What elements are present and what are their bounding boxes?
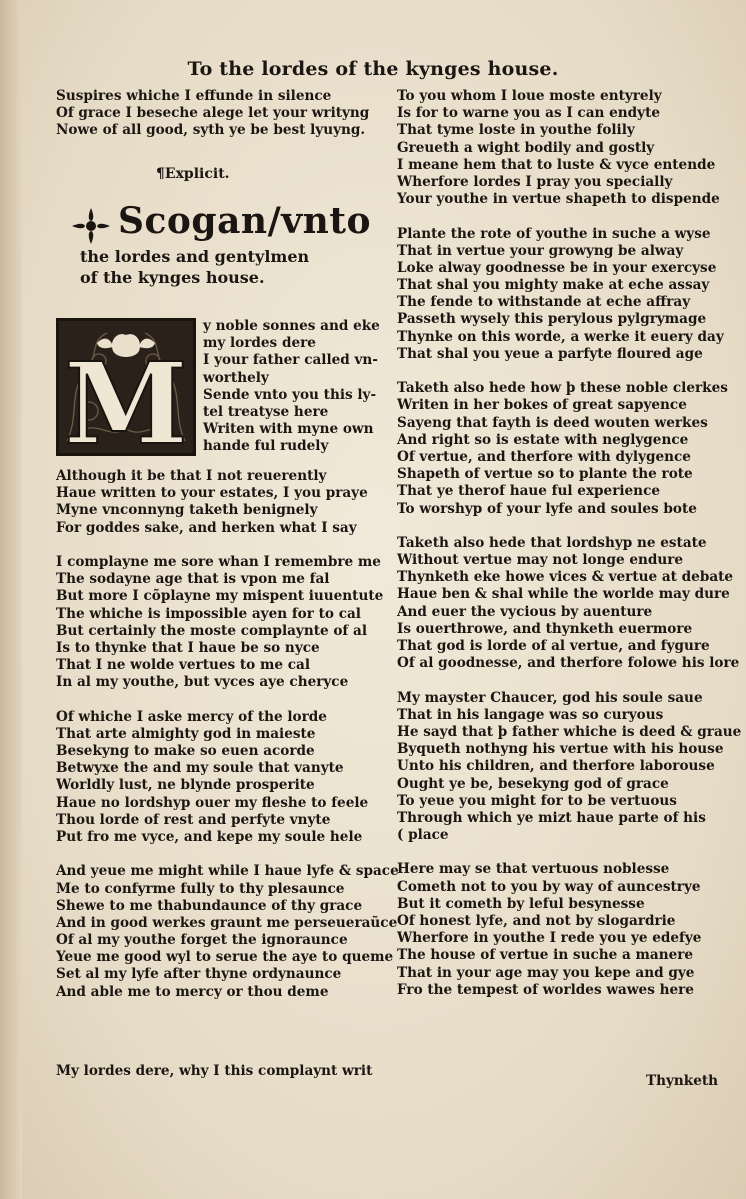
verse-line: tel treatyse here <box>203 403 329 420</box>
verse-line: In al my youthe, but vyces aye cheryce <box>56 674 349 691</box>
title-main: Scogan/vnto <box>118 200 371 242</box>
verse-line: y noble sonnes and eke <box>203 318 380 334</box>
verse-line: Of al my youthe forget the ignoraunce <box>56 932 348 949</box>
verse-line: To worshyp of your lyfe and soules bote <box>397 500 697 517</box>
verse-line: Writen in her bokes of great sapyence <box>397 397 687 414</box>
left-last-line: My lordes dere, why I this complaynt writ <box>56 1063 373 1079</box>
explicit-label: ¶Explicit. <box>156 166 230 182</box>
left-top-verse <box>56 88 369 140</box>
verse-line: Of honest lyfe, and not by slogardrie <box>397 913 676 929</box>
verse-line: Shapeth of vertue so to plante the rote <box>397 466 693 483</box>
verse-line: Wherfore lordes I pray you specially <box>397 173 673 190</box>
verse-line: Is for to warne you as I can endyte <box>397 105 661 122</box>
verse-line: But it cometh by leful besynesse <box>397 895 645 912</box>
verse-line: Of al goodnesse, and therfore folowe his lore <box>397 655 740 672</box>
verse-line: But more I cõplayne my mispent iuuentute <box>56 588 384 605</box>
verse-line: That I ne wolde vertues to me cal <box>56 657 310 674</box>
verse-line: That in your age may you kepe and gye <box>397 964 695 981</box>
verse-line: Put fro me vyce, and kepe my soule hele <box>56 828 363 845</box>
verse-line: Thynke on this worde, a werke it euery day <box>397 328 724 345</box>
stanza-gap <box>397 844 741 861</box>
verse-line: Wherfore in youthe I rede you ye edefye <box>397 930 702 947</box>
verse-line: And yeue me might while I haue lyfe & space <box>56 863 399 880</box>
catchword: Thynketh <box>646 1073 719 1089</box>
right-column-verse <box>397 88 741 999</box>
initial-ornament-icon <box>59 321 193 453</box>
fleuron-icon <box>70 206 112 246</box>
verse-line: Although it be that I not reuerently <box>56 468 327 484</box>
verse-line: Ought ye be, besekyng god of grace <box>397 775 669 792</box>
verse-line: And in good werkes graunt me perseueraũce <box>56 914 398 931</box>
verse-line: Of grace I beseche alege let your writyng <box>56 105 370 122</box>
verse-line: Writen with myne own <box>203 421 374 438</box>
verse-line: Betwyxe the and my soule that vanyte <box>56 760 344 777</box>
verse-line: worthely <box>203 369 269 386</box>
verse-line: That in his langage was so curyous <box>397 706 664 723</box>
verse-line: Loke alway goodnesse be in your exercyse <box>397 259 717 276</box>
verse-line: Plante the rote of youthe in suche a wyse <box>397 225 711 242</box>
verse-line: And euer the vycious by auenture <box>397 603 653 620</box>
verse-line: Unto his children, and therfore laborouse <box>397 758 715 775</box>
verse-line: Of vertue, and therfore with dylygence <box>397 448 691 465</box>
verse-line: The fende to withstande at eche affray <box>397 294 691 311</box>
initial-letter: M <box>64 339 188 453</box>
verse-line: Sende vnto you this ly- <box>203 386 377 403</box>
verse-line: Through which ye mizt haue parte of his <box>397 809 706 826</box>
stanza-gap <box>56 691 399 708</box>
verse-line: But certainly the moste complaynte of al <box>56 622 367 639</box>
verse-line: Shewe to me thabundaunce of thy grace <box>56 897 363 914</box>
verse-line: ( place <box>397 827 449 844</box>
verse-line: To you whom I loue moste entyrely <box>397 88 662 104</box>
verse-line: my lordes dere <box>203 335 316 352</box>
verse-line: Me to confyrme fully to thy plesaunce <box>56 880 345 897</box>
verse-line: That arte almighty god in maieste <box>56 725 316 742</box>
verse-line: The whiche is impossible ayen for to cal <box>56 605 361 622</box>
verse-beside-initial <box>203 318 380 456</box>
verse-line: Fro the tempest of worldes wawes here <box>397 981 694 998</box>
verse-line: That in vertue your growyng be alway <box>397 242 684 259</box>
verse-line: Suspires whiche I effunde in silence <box>56 88 332 104</box>
stanza-gap <box>397 363 741 380</box>
stanza-gap <box>397 518 741 535</box>
verse-line: Worldly lust, ne blynde prosperite <box>56 777 315 794</box>
verse-line: Is to thynke that I haue be so nyce <box>56 639 320 656</box>
verse-line: He sayd that þ father whiche is deed & graue <box>397 723 742 740</box>
verse-line: Haue ben & shal while the worlde may dure <box>397 586 730 603</box>
verse-line: Of whiche I aske mercy of the lorde <box>56 708 327 725</box>
verse-line: That shal you yeue a parfyte floured age <box>397 345 703 362</box>
verse-line: Cometh not to you by way of auncestrye <box>397 878 701 895</box>
verse-line: Myne vnconnyng taketh benignely <box>56 502 318 519</box>
verse-line: Set al my lyfe after thyne ordynaunce <box>56 966 342 983</box>
page-edge <box>0 0 22 1199</box>
verse-line: Taketh also hede that lordshyp ne estate <box>397 534 707 551</box>
title-sub-1: the lordes and gentylmen <box>80 247 310 266</box>
verse-line: Nowe of all good, syth ye be best lyuyng. <box>56 122 366 139</box>
stanza-gap <box>56 846 399 863</box>
verse-line: Taketh also hede how þ these noble clerkes <box>397 380 728 397</box>
verse-line: Byqueth nothyng his vertue with his house <box>397 741 724 758</box>
verse-line: Besekyng to make so euen acorde <box>56 743 315 759</box>
verse-line: Your youthe in vertue shapeth to dispende <box>397 191 720 208</box>
left-main-verse <box>56 468 399 1001</box>
verse-line: That ye therof haue ful experience <box>397 483 660 500</box>
verse-line: Thou lorde of rest and perfyte vnyte <box>56 811 331 828</box>
verse-line: The sodayne age that is vpon me fal <box>56 571 330 588</box>
verse-line: My mayster Chaucer, god his soule saue <box>397 689 703 706</box>
verse-line: That tyme loste in youthe folily <box>397 122 635 139</box>
verse-line: To yeue you might for to be vertuous <box>397 792 677 809</box>
verse-line: Greueth a wight bodily and gostly <box>397 139 655 156</box>
verse-line: Passeth wysely this perylous pylgrymage <box>397 311 707 328</box>
running-head: To the lordes of the kynges house. <box>187 58 559 80</box>
verse-line: Yeue me good wyl to serue the aye to queme <box>56 949 394 966</box>
verse-line: Without vertue may not longe endure <box>397 552 684 569</box>
verse-line: hande ful rudely <box>203 438 329 455</box>
verse-line: Is ouerthrowe, and thynketh euermore <box>397 620 693 637</box>
verse-line: That god is lorde of al vertue, and fygure <box>397 638 710 654</box>
verse-line: For goddes sake, and herken what I say <box>56 519 357 536</box>
verse-line: The house of vertue in suche a manere <box>397 947 694 964</box>
decorated-initial <box>56 318 196 456</box>
verse-line: I your father called vn- <box>203 352 378 369</box>
verse-line: Haue written to your estates, I you praye <box>56 485 368 502</box>
verse-line: Haue no lordshyp ouer my fleshe to feele <box>56 794 369 811</box>
verse-line: Here may se that vertuous noblesse <box>397 861 670 878</box>
verse-line: Thynketh eke howe vices & vertue at debate <box>397 569 734 586</box>
title-sub-2: of the kynges house. <box>80 268 265 287</box>
stanza-gap <box>397 672 741 689</box>
stanza-gap <box>56 537 399 554</box>
verse-line: And able me to mercy or thou deme <box>56 983 329 1000</box>
verse-line: I complayne me sore whan I remembre me <box>56 553 381 570</box>
verse-line: Sayeng that fayth is deed wouten werkes <box>397 414 708 431</box>
stanza-gap <box>397 208 741 225</box>
verse-line: And right so is estate with neglygence <box>397 431 689 448</box>
verse-line: That shal you mighty make at eche assay <box>397 277 710 294</box>
verse-line: I meane hem that to luste & vyce entende <box>397 156 716 173</box>
